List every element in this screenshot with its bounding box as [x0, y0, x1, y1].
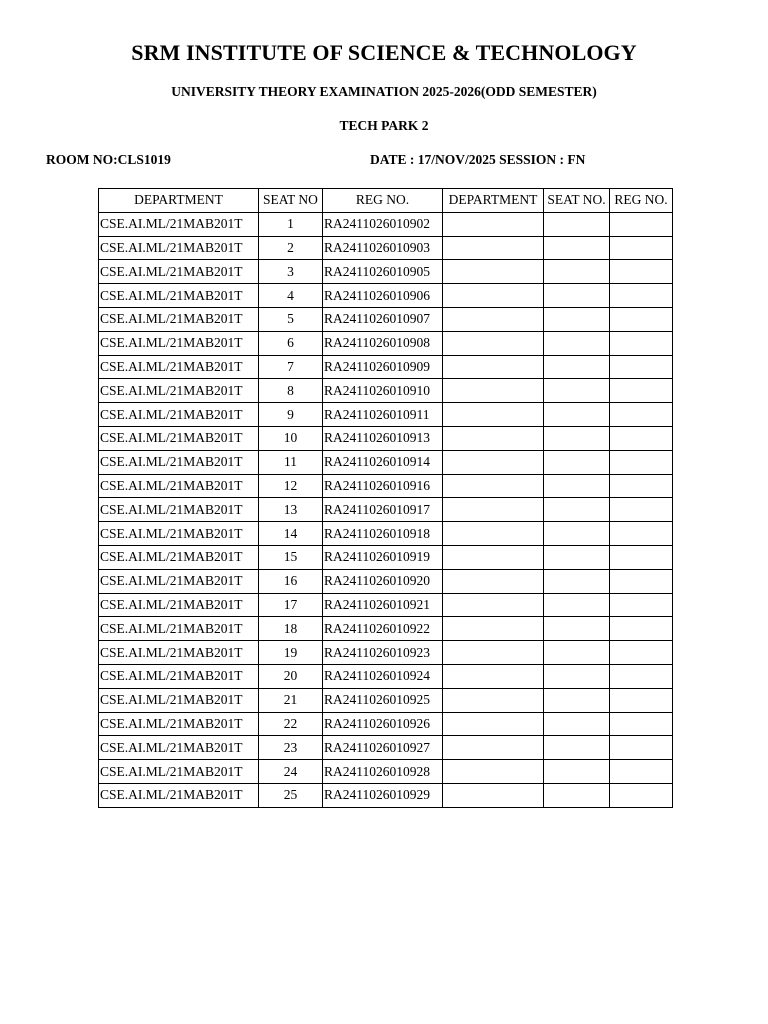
department-cell: CSE.AI.ML/21MAB201T — [99, 569, 259, 593]
seat-no-cell: 8 — [259, 379, 323, 403]
empty-reg-no-cell — [610, 760, 673, 784]
department-cell: CSE.AI.ML/21MAB201T — [99, 522, 259, 546]
empty-department-cell — [443, 355, 544, 379]
department-cell: CSE.AI.ML/21MAB201T — [99, 236, 259, 260]
empty-reg-no-cell — [610, 426, 673, 450]
empty-department-cell — [443, 260, 544, 284]
seat-no-cell: 20 — [259, 664, 323, 688]
table-row — [99, 688, 673, 712]
col-header-reg-no: REG NO. — [323, 189, 443, 213]
seat-no-cell: 11 — [259, 450, 323, 474]
empty-reg-no-cell — [610, 260, 673, 284]
empty-reg-no-cell — [610, 617, 673, 641]
seat-no-cell: 9 — [259, 403, 323, 427]
table-row — [99, 617, 673, 641]
col-header-department-2: DEPARTMENT — [443, 189, 544, 213]
table-body — [99, 212, 673, 807]
reg-no-cell: RA2411026010928 — [323, 760, 443, 784]
seat-no-cell: 16 — [259, 569, 323, 593]
empty-reg-no-cell — [610, 307, 673, 331]
empty-seat-no-cell — [544, 593, 610, 617]
seat-no-cell: 10 — [259, 426, 323, 450]
empty-reg-no-cell — [610, 545, 673, 569]
empty-reg-no-cell — [610, 284, 673, 308]
seating-table — [98, 188, 673, 808]
empty-seat-no-cell — [544, 783, 610, 807]
reg-no-cell: RA2411026010905 — [323, 260, 443, 284]
empty-reg-no-cell — [610, 236, 673, 260]
department-cell: CSE.AI.ML/21MAB201T — [99, 379, 259, 403]
empty-department-cell — [443, 545, 544, 569]
table-row — [99, 355, 673, 379]
empty-reg-no-cell — [610, 450, 673, 474]
room-number: ROOM NO:CLS1019 — [46, 152, 171, 167]
empty-reg-no-cell — [610, 569, 673, 593]
seat-no-cell: 19 — [259, 641, 323, 665]
table-header-row — [99, 189, 673, 213]
empty-reg-no-cell — [610, 783, 673, 807]
empty-reg-no-cell — [610, 522, 673, 546]
seat-no-cell: 24 — [259, 760, 323, 784]
empty-department-cell — [443, 474, 544, 498]
table-row — [99, 498, 673, 522]
table-row — [99, 403, 673, 427]
empty-department-cell — [443, 284, 544, 308]
exam-title: UNIVERSITY THEORY EXAMINATION 2025-2026(ODD SEMESTER) — [171, 84, 597, 99]
department-cell: CSE.AI.ML/21MAB201T — [99, 593, 259, 617]
department-cell: CSE.AI.ML/21MAB201T — [99, 331, 259, 355]
empty-department-cell — [443, 760, 544, 784]
date-session: DATE : 17/NOV/2025 SESSION : FN — [370, 152, 586, 167]
empty-reg-no-cell — [610, 688, 673, 712]
department-cell: CSE.AI.ML/21MAB201T — [99, 260, 259, 284]
department-cell: CSE.AI.ML/21MAB201T — [99, 474, 259, 498]
empty-reg-no-cell — [610, 212, 673, 236]
empty-seat-no-cell — [544, 498, 610, 522]
reg-no-cell: RA2411026010925 — [323, 688, 443, 712]
empty-department-cell — [443, 450, 544, 474]
col-header-reg-no-2: REG NO. — [610, 189, 673, 213]
department-cell: CSE.AI.ML/21MAB201T — [99, 450, 259, 474]
empty-seat-no-cell — [544, 569, 610, 593]
reg-no-cell: RA2411026010908 — [323, 331, 443, 355]
reg-no-cell: RA2411026010920 — [323, 569, 443, 593]
empty-seat-no-cell — [544, 450, 610, 474]
empty-reg-no-cell — [610, 593, 673, 617]
department-cell: CSE.AI.ML/21MAB201T — [99, 712, 259, 736]
empty-department-cell — [443, 331, 544, 355]
institute-title: SRM INSTITUTE OF SCIENCE & TECHNOLOGY — [131, 40, 637, 65]
empty-department-cell — [443, 688, 544, 712]
empty-reg-no-cell — [610, 736, 673, 760]
empty-department-cell — [443, 498, 544, 522]
empty-reg-no-cell — [610, 474, 673, 498]
empty-seat-no-cell — [544, 522, 610, 546]
empty-department-cell — [443, 236, 544, 260]
reg-no-cell: RA2411026010906 — [323, 284, 443, 308]
empty-seat-no-cell — [544, 284, 610, 308]
empty-department-cell — [443, 212, 544, 236]
empty-seat-no-cell — [544, 236, 610, 260]
seat-no-cell: 21 — [259, 688, 323, 712]
empty-seat-no-cell — [544, 712, 610, 736]
reg-no-cell: RA2411026010924 — [323, 664, 443, 688]
table-row — [99, 712, 673, 736]
department-cell: CSE.AI.ML/21MAB201T — [99, 403, 259, 427]
empty-department-cell — [443, 712, 544, 736]
empty-seat-no-cell — [544, 736, 610, 760]
department-cell: CSE.AI.ML/21MAB201T — [99, 307, 259, 331]
empty-department-cell — [443, 641, 544, 665]
table-row — [99, 593, 673, 617]
department-cell: CSE.AI.ML/21MAB201T — [99, 426, 259, 450]
empty-seat-no-cell — [544, 331, 610, 355]
empty-reg-no-cell — [610, 355, 673, 379]
department-cell: CSE.AI.ML/21MAB201T — [99, 617, 259, 641]
empty-reg-no-cell — [610, 331, 673, 355]
reg-no-cell: RA2411026010910 — [323, 379, 443, 403]
col-header-seat-no-2: SEAT NO. — [544, 189, 610, 213]
empty-department-cell — [443, 426, 544, 450]
empty-department-cell — [443, 403, 544, 427]
empty-department-cell — [443, 307, 544, 331]
table-row — [99, 260, 673, 284]
table-row — [99, 664, 673, 688]
empty-seat-no-cell — [544, 617, 610, 641]
empty-reg-no-cell — [610, 379, 673, 403]
reg-no-cell: RA2411026010922 — [323, 617, 443, 641]
empty-seat-no-cell — [544, 474, 610, 498]
table-row — [99, 307, 673, 331]
reg-no-cell: RA2411026010923 — [323, 641, 443, 665]
empty-seat-no-cell — [544, 355, 610, 379]
reg-no-cell: RA2411026010907 — [323, 307, 443, 331]
empty-seat-no-cell — [544, 664, 610, 688]
table-row — [99, 641, 673, 665]
department-cell: CSE.AI.ML/21MAB201T — [99, 688, 259, 712]
reg-no-cell: RA2411026010914 — [323, 450, 443, 474]
empty-seat-no-cell — [544, 688, 610, 712]
reg-no-cell: RA2411026010921 — [323, 593, 443, 617]
reg-no-cell: RA2411026010903 — [323, 236, 443, 260]
seat-no-cell: 14 — [259, 522, 323, 546]
col-header-department: DEPARTMENT — [99, 189, 259, 213]
seat-no-cell: 1 — [259, 212, 323, 236]
reg-no-cell: RA2411026010929 — [323, 783, 443, 807]
empty-seat-no-cell — [544, 545, 610, 569]
empty-department-cell — [443, 522, 544, 546]
department-cell: CSE.AI.ML/21MAB201T — [99, 355, 259, 379]
table-row — [99, 783, 673, 807]
table-row — [99, 450, 673, 474]
empty-seat-no-cell — [544, 760, 610, 784]
table-row — [99, 736, 673, 760]
department-cell: CSE.AI.ML/21MAB201T — [99, 760, 259, 784]
table-row — [99, 569, 673, 593]
reg-no-cell: RA2411026010916 — [323, 474, 443, 498]
reg-no-cell: RA2411026010926 — [323, 712, 443, 736]
department-cell: CSE.AI.ML/21MAB201T — [99, 783, 259, 807]
seat-no-cell: 13 — [259, 498, 323, 522]
empty-seat-no-cell — [544, 403, 610, 427]
empty-department-cell — [443, 736, 544, 760]
reg-no-cell: RA2411026010902 — [323, 212, 443, 236]
seat-no-cell: 12 — [259, 474, 323, 498]
department-cell: CSE.AI.ML/21MAB201T — [99, 641, 259, 665]
table-row — [99, 236, 673, 260]
seat-no-cell: 4 — [259, 284, 323, 308]
seat-no-cell: 25 — [259, 783, 323, 807]
col-header-seat-no: SEAT NO — [259, 189, 323, 213]
seat-no-cell: 23 — [259, 736, 323, 760]
reg-no-cell: RA2411026010918 — [323, 522, 443, 546]
department-cell: CSE.AI.ML/21MAB201T — [99, 736, 259, 760]
seat-no-cell: 18 — [259, 617, 323, 641]
empty-seat-no-cell — [544, 212, 610, 236]
empty-reg-no-cell — [610, 498, 673, 522]
seat-no-cell: 15 — [259, 545, 323, 569]
reg-no-cell: RA2411026010927 — [323, 736, 443, 760]
table-row — [99, 331, 673, 355]
empty-department-cell — [443, 617, 544, 641]
department-cell: CSE.AI.ML/21MAB201T — [99, 545, 259, 569]
empty-seat-no-cell — [544, 307, 610, 331]
empty-reg-no-cell — [610, 403, 673, 427]
seat-no-cell: 5 — [259, 307, 323, 331]
empty-seat-no-cell — [544, 426, 610, 450]
empty-seat-no-cell — [544, 379, 610, 403]
empty-department-cell — [443, 664, 544, 688]
seat-no-cell: 3 — [259, 260, 323, 284]
empty-seat-no-cell — [544, 260, 610, 284]
table-row — [99, 284, 673, 308]
empty-department-cell — [443, 783, 544, 807]
seat-no-cell: 6 — [259, 331, 323, 355]
seat-no-cell: 7 — [259, 355, 323, 379]
department-cell: CSE.AI.ML/21MAB201T — [99, 498, 259, 522]
empty-seat-no-cell — [544, 641, 610, 665]
empty-department-cell — [443, 593, 544, 617]
department-cell: CSE.AI.ML/21MAB201T — [99, 212, 259, 236]
seat-no-cell: 22 — [259, 712, 323, 736]
reg-no-cell: RA2411026010913 — [323, 426, 443, 450]
empty-reg-no-cell — [610, 712, 673, 736]
reg-no-cell: RA2411026010911 — [323, 403, 443, 427]
department-cell: CSE.AI.ML/21MAB201T — [99, 664, 259, 688]
empty-reg-no-cell — [610, 664, 673, 688]
empty-department-cell — [443, 569, 544, 593]
seat-no-cell: 17 — [259, 593, 323, 617]
empty-department-cell — [443, 379, 544, 403]
table-row — [99, 760, 673, 784]
department-cell: CSE.AI.ML/21MAB201T — [99, 284, 259, 308]
venue-label: TECH PARK 2 — [339, 118, 429, 133]
table-row — [99, 379, 673, 403]
table-row — [99, 426, 673, 450]
table-row — [99, 545, 673, 569]
table-row — [99, 522, 673, 546]
table-row — [99, 212, 673, 236]
reg-no-cell: RA2411026010919 — [323, 545, 443, 569]
reg-no-cell: RA2411026010917 — [323, 498, 443, 522]
table-row — [99, 474, 673, 498]
empty-reg-no-cell — [610, 641, 673, 665]
reg-no-cell: RA2411026010909 — [323, 355, 443, 379]
seat-no-cell: 2 — [259, 236, 323, 260]
